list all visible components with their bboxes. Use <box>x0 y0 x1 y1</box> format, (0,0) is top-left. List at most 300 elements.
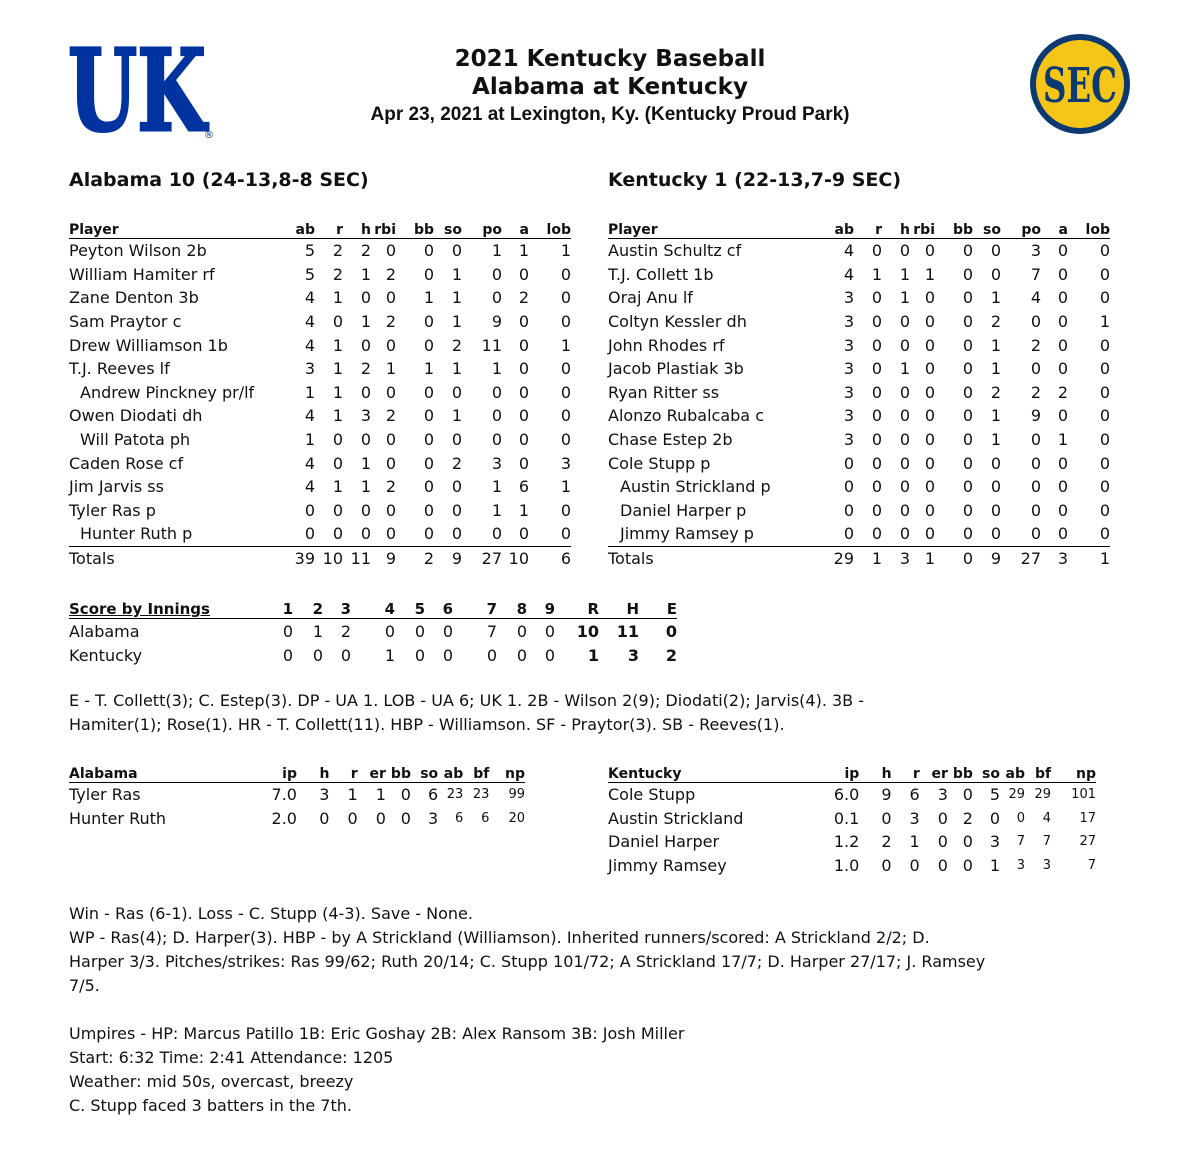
stat-cell: 0 <box>899 312 910 332</box>
stat-cell: 1 <box>332 359 343 379</box>
pitching-column-header: r <box>892 762 920 783</box>
player-name: Drew Williamson 1b <box>69 335 228 355</box>
pitching-column-header: r <box>329 762 357 783</box>
player-row <box>69 357 571 381</box>
stat-cell: 1 <box>423 359 434 379</box>
stat-cell: 0 <box>962 312 973 332</box>
pitching-column-header: bb <box>948 762 973 783</box>
stat-cell: 1 <box>491 241 502 261</box>
stat-cell: 0 <box>385 288 396 308</box>
inning-header: 8 <box>497 596 527 619</box>
stat-cell: 0 <box>962 406 973 426</box>
stat-cell: 0 <box>518 430 529 450</box>
stat-cell: 1 <box>423 288 434 308</box>
home-box-score <box>608 218 1110 570</box>
stat-cell: 1 <box>871 264 882 284</box>
column-header: bb <box>935 218 973 239</box>
stat-cell: 1 <box>332 382 343 402</box>
total-cell: 3 <box>899 549 910 569</box>
stat-cell: 1 <box>518 241 529 261</box>
stat-cell: 0 <box>962 359 973 379</box>
stat-cell: 0 <box>871 430 882 450</box>
pitching-stat: 101 <box>1071 787 1096 803</box>
stat-cell: 0 <box>1057 477 1068 497</box>
stat-cell: 0 <box>899 500 910 520</box>
player-name: Zane Denton 3b <box>69 288 199 308</box>
rhe-header: E <box>639 596 677 619</box>
pitching-stat: 3 <box>1042 858 1052 874</box>
pitching-column-header: bf <box>463 762 489 783</box>
player-name: Hunter Ruth p <box>69 522 277 546</box>
column-header: a <box>502 218 529 239</box>
total-cell: 1 <box>1099 549 1110 569</box>
stat-cell: 0 <box>924 359 935 379</box>
total-cell: 2 <box>423 549 434 569</box>
stat-cell: 0 <box>423 264 434 284</box>
column-header: ab <box>816 218 854 239</box>
pitching-column-header: er <box>358 762 386 783</box>
pitching-stat: 4 <box>1042 810 1052 826</box>
pitching-stat: 7 <box>1016 834 1026 850</box>
pitching-column-header: bf <box>1025 762 1051 783</box>
stat-cell: 2 <box>451 453 462 473</box>
stat-cell: 0 <box>962 335 973 355</box>
pitching-stat: 3 <box>1016 858 1026 874</box>
stat-cell: 3 <box>843 288 854 308</box>
pitching-stat: 3 <box>937 785 948 805</box>
pitching-stat: 7 <box>1087 858 1096 874</box>
stat-cell: 0 <box>518 453 529 473</box>
stat-cell: 0 <box>1099 335 1110 355</box>
stat-cell: 4 <box>1030 288 1041 308</box>
line-score <box>69 596 677 667</box>
stat-cell: 0 <box>560 288 571 308</box>
stat-cell: 0 <box>451 500 462 520</box>
stat-cell: 0 <box>529 522 571 546</box>
pitching-stat: 0 <box>881 856 892 876</box>
stat-cell: 0 <box>332 312 343 332</box>
total-cell: 1 <box>871 549 882 569</box>
pitching-column-header: ip <box>259 762 297 783</box>
date-location: Apr 23, 2021 at Lexington, Ky. (Kentucky Proud Park) <box>370 104 850 125</box>
inning-runs: 0 <box>544 621 555 641</box>
pitching-stat: 1.2 <box>833 832 860 852</box>
misc-line1: WP - Ras(4); D. Harper(3). HBP - by A Strickland (Williamson). Inherited runners/scored: A Strickland 2/2; D. <box>69 928 930 947</box>
stat-cell: 1 <box>360 477 371 497</box>
pitching-stat: 0 <box>319 808 330 828</box>
rhe-value: 2 <box>665 645 677 665</box>
stat-cell: 0 <box>304 500 315 520</box>
column-header: po <box>1001 218 1041 239</box>
pitching-column-header: er <box>920 762 948 783</box>
stat-cell: 0 <box>871 359 882 379</box>
stat-cell: 1 <box>332 406 343 426</box>
stat-cell: 1 <box>385 359 396 379</box>
stat-cell: 1 <box>990 430 1001 450</box>
pitching-stat: 7.0 <box>271 785 297 805</box>
stat-cell: 9 <box>1030 406 1041 426</box>
stat-cell: 0 <box>385 430 396 450</box>
stat-cell: 0 <box>518 359 529 379</box>
pitching-team-header: Kentucky <box>608 762 811 783</box>
stat-cell: 3 <box>843 430 854 450</box>
totals-row <box>608 546 1110 570</box>
pitching-team-header: Alabama <box>69 762 259 783</box>
line-score-row <box>69 619 677 644</box>
stat-cell: 2 <box>332 264 343 284</box>
stat-cell: 3 <box>843 359 854 379</box>
pitcher-name: Daniel Harper <box>608 832 720 852</box>
column-header: po <box>462 218 502 239</box>
stat-cell: 0 <box>1057 288 1068 308</box>
svg-text:®: ® <box>204 130 214 141</box>
line-score-row <box>69 643 677 667</box>
stat-cell: 0 <box>924 241 935 261</box>
stat-cell: 0 <box>560 359 571 379</box>
pitching-column-header: ip <box>811 762 859 783</box>
stat-cell: 0 <box>924 382 935 402</box>
column-header: lob <box>529 218 571 239</box>
pitching-stat: 1 <box>375 785 386 805</box>
stat-cell: 0 <box>1057 241 1068 261</box>
game-summary <box>69 902 1029 1118</box>
stat-cell: 1 <box>990 406 1001 426</box>
stat-cell: 4 <box>304 477 315 497</box>
line-score-team: Kentucky <box>69 645 143 665</box>
stat-cell: 3 <box>843 335 854 355</box>
batting-notes-line2: Hamiter(1); Rose(1). HR - T. Collett(11). HBP - Williamson. SF - Praytor(3). SB - Reeves(1). <box>69 715 785 734</box>
batting-notes-line1: E - T. Collett(3); C. Estep(3). DP - UA 1. LOB - UA 6; UK 1. 2B - Wilson 2(9); Diodati(2); Jarvis(4). 3B - <box>69 691 864 710</box>
pitcher-row <box>69 807 525 831</box>
stat-cell: 1 <box>518 500 529 520</box>
player-name: John Rhodes rf <box>608 335 725 355</box>
stat-cell: 1 <box>560 335 571 355</box>
stat-cell: 0 <box>871 241 882 261</box>
stat-cell: 1 <box>332 477 343 497</box>
inning-runs: 1 <box>312 621 323 641</box>
stat-cell: 1 <box>560 241 571 261</box>
player-row <box>69 404 571 428</box>
pitcher-row <box>608 830 1096 854</box>
total-cell: 11 <box>350 549 371 569</box>
stat-cell: 4 <box>304 312 315 332</box>
column-header: so <box>434 218 462 239</box>
player-name: Austin Schultz cf <box>608 241 742 261</box>
pitching-stat: 27 <box>1079 834 1096 850</box>
player-name: Will Patota ph <box>80 430 191 450</box>
sec-logo <box>1030 34 1132 134</box>
rhe-header: H <box>599 596 639 619</box>
away-team-heading: Alabama 10 (24-13,8-8 SEC) <box>69 169 369 191</box>
pitching-stat: 0 <box>962 832 973 852</box>
stat-cell: 0 <box>360 288 371 308</box>
pitching-stat: 23 <box>472 787 490 803</box>
stat-cell: 0 <box>924 453 935 473</box>
column-header: Player <box>69 218 277 239</box>
stat-cell: 3 <box>1030 241 1041 261</box>
player-row <box>608 239 1110 263</box>
stat-cell: 0 <box>1057 264 1068 284</box>
stat-cell: 0 <box>962 382 973 402</box>
total-cell: 27 <box>1020 549 1041 569</box>
inning-header: 5 <box>395 596 425 619</box>
stat-cell: 0 <box>990 477 1001 497</box>
column-header: h <box>882 218 910 239</box>
stat-cell: 0 <box>491 382 502 402</box>
stat-cell: 1 <box>491 359 502 379</box>
pitching-stat: 0 <box>400 785 411 805</box>
pitching-stat: 9 <box>881 785 892 805</box>
inning-header: 1 <box>269 596 293 619</box>
stat-cell: 0 <box>502 522 529 546</box>
inning-runs: 0 <box>312 645 323 665</box>
inning-header: 6 <box>425 596 453 619</box>
pitching-stat: 0 <box>937 808 948 828</box>
column-header: bb <box>396 218 434 239</box>
pitching-column-header: ab <box>1000 762 1025 783</box>
pitching-column-header: np <box>1051 762 1096 783</box>
pitching-column-header: so <box>973 762 1000 783</box>
stat-cell: 0 <box>1030 477 1041 497</box>
stat-cell: 0 <box>277 522 315 546</box>
stat-cell: 0 <box>990 264 1001 284</box>
player-row <box>608 310 1110 334</box>
stat-cell: 0 <box>451 430 462 450</box>
batting-notes <box>69 689 1029 737</box>
stat-cell: 1 <box>899 264 910 284</box>
player-name: Jim Jarvis ss <box>69 477 164 497</box>
rhe-header: R <box>555 596 599 619</box>
player-row <box>608 263 1110 287</box>
player-row <box>69 451 571 475</box>
player-row <box>69 239 571 263</box>
stat-cell: 1 <box>304 430 315 450</box>
player-name: Caden Rose cf <box>69 453 184 473</box>
stat-cell: 0 <box>1057 312 1068 332</box>
stat-cell: 0 <box>910 522 935 546</box>
stat-cell: 1 <box>560 477 571 497</box>
stat-cell: 0 <box>385 382 396 402</box>
inning-runs: 0 <box>516 621 527 641</box>
stat-cell: 0 <box>1099 359 1110 379</box>
stat-cell: 2 <box>385 477 396 497</box>
pitching-stat: 6.0 <box>833 785 860 805</box>
uk-logo-text: UK <box>68 30 209 142</box>
stat-cell: 0 <box>451 241 462 261</box>
player-name: Andrew Pinckney pr/lf <box>80 382 255 402</box>
player-name: Tyler Ras p <box>69 500 156 520</box>
stat-cell: 2 <box>990 382 1001 402</box>
game-note: C. Stupp faced 3 batters in the 7th. <box>69 1096 352 1115</box>
player-name: Coltyn Kessler dh <box>608 312 747 332</box>
stat-cell: 0 <box>491 430 502 450</box>
pitching-column-header: ab <box>438 762 463 783</box>
stat-cell: 0 <box>434 522 462 546</box>
pitching-stat: 0.1 <box>833 808 860 828</box>
matchup-title: Alabama at Kentucky <box>472 74 748 100</box>
pitching-stat: 0 <box>989 808 1000 828</box>
inning-header: 2 <box>293 596 323 619</box>
stat-cell: 1 <box>491 477 502 497</box>
stat-cell: 0 <box>518 382 529 402</box>
inning-runs: 0 <box>282 645 293 665</box>
stat-cell: 0 <box>924 430 935 450</box>
pitching-stat: 29 <box>1008 787 1026 803</box>
stat-cell: 0 <box>343 522 371 546</box>
player-name: Chase Estep 2b <box>608 430 733 450</box>
pitching-stat: 1.0 <box>833 856 860 876</box>
stat-cell: 0 <box>1030 453 1041 473</box>
rhe-value: 1 <box>587 645 599 665</box>
total-cell: 10 <box>322 549 343 569</box>
stat-cell: 0 <box>990 241 1001 261</box>
stat-cell: 0 <box>560 264 571 284</box>
stat-cell: 0 <box>899 477 910 497</box>
stat-cell: 1 <box>990 335 1001 355</box>
pitching-stat: 6 <box>427 785 439 805</box>
stat-cell: 1 <box>451 264 462 284</box>
stat-cell: 0 <box>843 500 854 520</box>
stat-cell: 3 <box>843 382 854 402</box>
pitching-stat: 1 <box>909 832 920 852</box>
stat-cell: 0 <box>360 382 371 402</box>
pitching-stat: 6 <box>454 810 464 826</box>
pitcher-name: Austin Strickland <box>608 808 744 828</box>
stat-cell: 0 <box>451 382 462 402</box>
player-name: Oraj Anu lf <box>608 288 693 308</box>
stat-cell: 0 <box>899 453 910 473</box>
total-cell: 9 <box>385 549 396 569</box>
stat-cell: 1 <box>360 264 371 284</box>
stat-cell: 0 <box>899 430 910 450</box>
pitcher-row <box>608 854 1096 878</box>
umpires: Umpires - HP: Marcus Patillo 1B: Eric Goshay 2B: Alex Ransom 3B: Josh Miller <box>69 1024 685 1043</box>
stat-cell: 0 <box>518 406 529 426</box>
stat-cell: 4 <box>304 406 315 426</box>
stat-cell: 0 <box>385 241 396 261</box>
player-row <box>69 499 571 523</box>
stat-cell: 2 <box>990 312 1001 332</box>
stat-cell: 4 <box>304 453 315 473</box>
stat-cell: 1 <box>990 288 1001 308</box>
player-name: William Hamiter rf <box>69 264 215 284</box>
stat-cell: 0 <box>360 335 371 355</box>
stat-cell: 0 <box>924 335 935 355</box>
home-pitching <box>608 762 1096 877</box>
inning-runs: 2 <box>340 621 351 641</box>
player-row <box>608 404 1110 428</box>
stat-cell: 0 <box>1041 522 1068 546</box>
player-name: Jacob Plastiak 3b <box>608 359 744 379</box>
stat-cell: 0 <box>1057 406 1068 426</box>
decisions: Win - Ras (6-1). Loss - C. Stupp (4-3). Save - None. <box>69 904 473 923</box>
player-row <box>69 475 571 499</box>
column-header: so <box>973 218 1001 239</box>
stat-cell: 0 <box>332 430 343 450</box>
player-name: Daniel Harper p <box>620 500 747 520</box>
stat-cell: 0 <box>385 335 396 355</box>
stat-cell: 0 <box>360 430 371 450</box>
inning-header: 4 <box>351 596 395 619</box>
inning-runs: 0 <box>442 645 453 665</box>
stat-cell: 0 <box>1099 264 1110 284</box>
stat-cell: 0 <box>560 430 571 450</box>
stat-cell: 0 <box>871 500 882 520</box>
stat-cell: 0 <box>560 312 571 332</box>
column-header: rbi <box>910 218 935 239</box>
player-row <box>69 286 571 310</box>
stat-cell: 0 <box>1030 359 1041 379</box>
pitching-stat: 0 <box>1016 810 1026 826</box>
pitching-stat: 0 <box>937 856 948 876</box>
pitcher-name: Cole Stupp <box>608 785 696 805</box>
stat-cell: 0 <box>935 522 973 546</box>
stat-cell: 11 <box>481 335 502 355</box>
column-header: h <box>343 218 371 239</box>
rhe-value: 10 <box>576 621 599 641</box>
pitching-stat: 2.0 <box>271 808 297 828</box>
stat-cell: 0 <box>843 477 854 497</box>
stat-cell: 0 <box>385 500 396 520</box>
stat-cell: 0 <box>990 453 1001 473</box>
stat-cell: 0 <box>332 500 343 520</box>
stat-cell: 0 <box>871 382 882 402</box>
pitching-stat: 1 <box>347 785 358 805</box>
stat-cell: 0 <box>560 500 571 520</box>
stat-cell: 3 <box>843 406 854 426</box>
player-name: Sam Praytor c <box>69 312 182 332</box>
player-name: T.J. Reeves lf <box>69 359 170 379</box>
player-row <box>608 451 1110 475</box>
column-header: lob <box>1068 218 1110 239</box>
pitching-stat: 0 <box>909 856 920 876</box>
stat-cell: 0 <box>491 406 502 426</box>
stat-cell: 2 <box>1030 382 1041 402</box>
pitcher-row <box>608 807 1096 831</box>
stat-cell: 0 <box>1099 406 1110 426</box>
pitching-stat: 0 <box>375 808 386 828</box>
stat-cell: 0 <box>1030 312 1041 332</box>
inning-runs: 0 <box>486 645 497 665</box>
total-cell: 3 <box>1057 549 1068 569</box>
stat-cell: 7 <box>1030 264 1041 284</box>
away-pitching <box>69 762 525 830</box>
stat-cell: 0 <box>315 522 343 546</box>
stat-cell: 1 <box>451 406 462 426</box>
inning-runs: 7 <box>486 621 497 641</box>
pitcher-row <box>69 783 525 807</box>
column-header: r <box>854 218 882 239</box>
stat-cell: 0 <box>1057 359 1068 379</box>
stat-cell: 0 <box>924 312 935 332</box>
total-cell: 1 <box>924 549 935 569</box>
stat-cell: 0 <box>854 522 882 546</box>
total-cell: 0 <box>962 549 973 569</box>
pitching-column-header: np <box>489 762 525 783</box>
pitching-stat: 17 <box>1079 810 1096 826</box>
player-name: Owen Diodati dh <box>69 406 203 426</box>
stat-cell: 2 <box>451 335 462 355</box>
stat-cell: 2 <box>1057 382 1068 402</box>
player-row <box>608 357 1110 381</box>
stat-cell: 0 <box>1099 453 1110 473</box>
stat-cell: 1 <box>451 359 462 379</box>
inning-runs: 0 <box>442 621 453 641</box>
stat-cell: 0 <box>451 477 462 497</box>
column-header: ab <box>277 218 315 239</box>
stat-cell: 1 <box>360 312 371 332</box>
stat-cell: 0 <box>924 477 935 497</box>
